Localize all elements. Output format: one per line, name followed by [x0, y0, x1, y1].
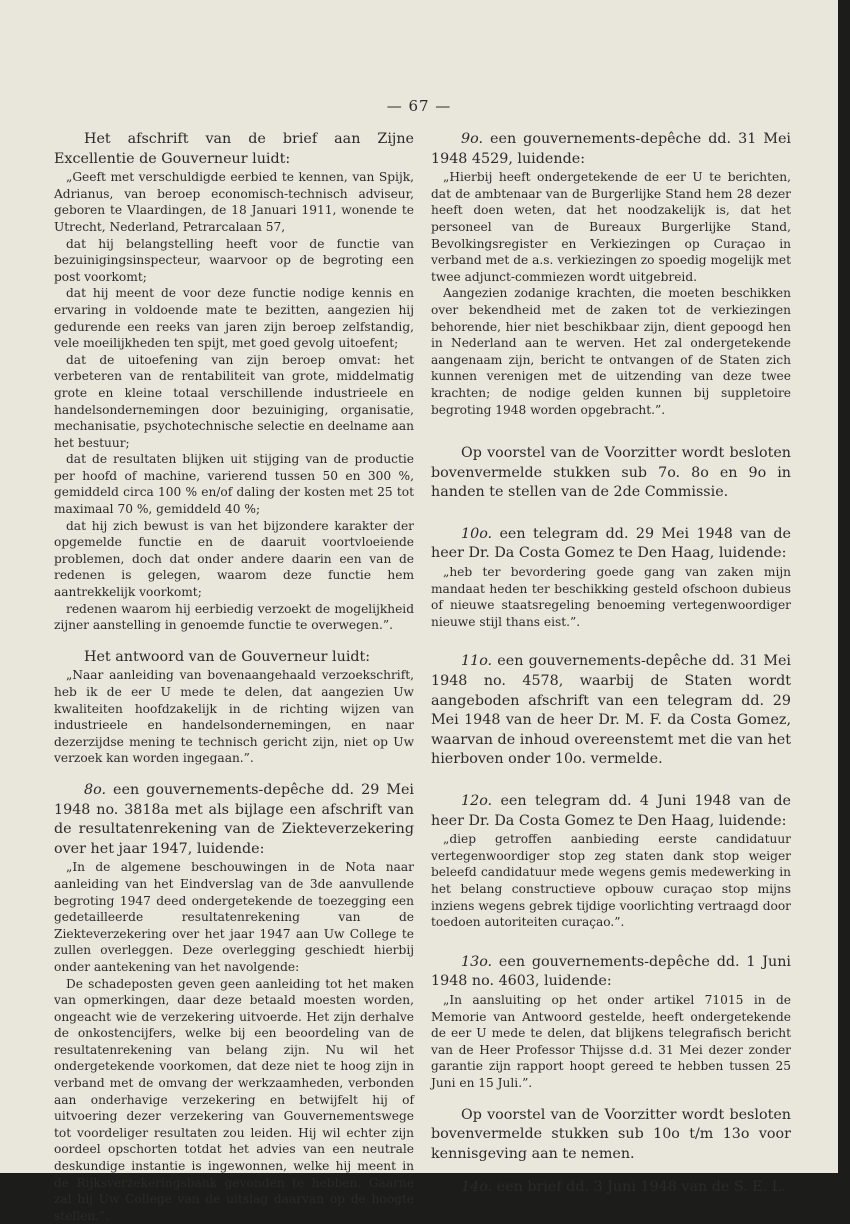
item-number: 12o.: [461, 793, 492, 809]
proposal: Op voorstel van de Voorzitter wordt besloten bovenvermelde stukken sub 7o. 8o en 9o in handen te stellen van de 2de Commissie.: [431, 444, 791, 503]
section-heading: [431, 525, 791, 564]
paragraph: dat hij zich bewust is van het bijzondere karakter der opgemelde functie en de daaruit voortvloeiende problemen, doch dat onder andere daarin een van de redenen is gelegen, waarom deze functie hem aantrekkelijk voorkomt;: [54, 518, 414, 601]
item-number: 9o.: [461, 131, 483, 147]
paragraph: Aangezien zodanige krachten, die moeten beschikken over bekendheid met de zaken tot de verkiezingen behorende, hier niet beschikbaar zijn, dient gepoogd hen in Nederland aan te werven. Het zal ondergetekende aangenaam zijn, bericht te ontvangen of de Staten zich kunnen verenigen met de uitzending van deze twee krachten; de nodige gelden kunnen bij suppletoire begroting 1948 worden opgebracht.”.: [431, 285, 791, 418]
paragraph: dat de resultaten blijken uit stijging van de productie per hoofd of machine, varierend tussen 50 en 300 %, gemiddeld circa 100 % en/of daling der kosten met 25 tot maximaal 70 %, gemiddeld 40 %;: [54, 451, 414, 517]
item-number: 10o.: [461, 526, 492, 542]
item-heading: een gouvernements-depêche dd. 31 Mei 1948 no. 4578, waarbij de Staten wordt aangeboden afschrift van een telegram dd. 29 Mei 1948 van de heer Dr. M. F. da Costa Gomez, waarvan de inhoud overeenstemt met die van het hierboven onder 10o. vermelde.: [431, 653, 791, 767]
right-column: [431, 130, 791, 1198]
paragraph: dat hij belangstelling heeft voor de functie van bezuinigingsinspecteur, waarvoor op de begroting een post voorkomt;: [54, 236, 414, 286]
item-number: 11o.: [461, 653, 492, 669]
paragraph: „heb ter bevordering goede gang van zaken mijn mandaat heden ter beschikking gesteld ofschoon dubieus of nieuwe staatsregeling benoeming vertegenwoordiger nieuwe stijl thans eist.”.: [431, 564, 791, 630]
item-heading: een gouvernements-depêche dd. 29 Mei 1948 no. 3818a met als bijlage een afschrift van de resultatenrekening van de Ziekteverzekering over het jaar 1947, luidende:: [54, 782, 414, 857]
section-heading: Het afschrift van de brief aan Zijne Excellentie de Gouverneur luidt:: [54, 130, 414, 169]
item-heading: een telegram dd. 29 Mei 1948 van de heer Dr. Da Costa Gomez te Den Haag, luidende:: [431, 526, 791, 562]
page-number: — 67 —: [0, 97, 838, 115]
paragraph: „Geeft met verschuldigde eerbied te kennen, van Spijk, Adrianus, van beroep economisch-technisch adviseur, geboren te Vlaardingen, de 18 Januari 1911, wonende te Utrecht, Nederland, Petrarcalaan 57,: [54, 169, 414, 235]
section-heading: [431, 652, 791, 770]
item-heading: een brief dd. 3 Juni 1948 van de S. E. L.: [497, 1179, 786, 1195]
paragraph: „diep getroffen aanbieding eerste candidatuur vertegenwoordiger stop zeg staten dank stop weiger beleefd candidatuur mede wegens gemis medewerking in het belang constructieve opbouw curaçao stop mijns inziens wegens gebrek tijdige voorlichting vertraagd door toedoen autoriteiten curaçao.”.: [431, 831, 791, 931]
paragraph: dat hij meent de voor deze functie nodige kennis en ervaring in voldoende mate te bezitten, aangezien hij gedurende een reeks van jaren zijn beroep zelfstandig, vele moeilijkheden ten spijt, met goed gevolg uitoefent;: [54, 285, 414, 351]
item-number: 8o.: [84, 782, 106, 798]
left-column: [54, 130, 414, 1224]
paragraph: „Naar aanleiding van bovenaangehaald verzoekschrift, heb ik de eer U mede te delen, dat aangezien Uw kwaliteiten hoofdzakelijk in de richting wijzen van industrieele en handelsondernemingen, en naar dezerzijdse mening te technisch gericht zijn, niet op Uw verzoek kan worden ingegaan.”.: [54, 667, 414, 767]
paragraph: dat de uitoefening van zijn beroep omvat: het verbeteren van de rentabiliteit van grote, middelmatig grote en kleine totaal verschillende industrieele en handelsondernemingen door bezuiniging, organisatie, mechanisatie, psychotechnische selectie en deelname aan het bestuur;: [54, 352, 414, 452]
section-heading: [431, 1178, 791, 1198]
section-heading: [431, 953, 791, 992]
paragraph: „Hierbij heeft ondergetekende de eer U te berichten, dat de ambtenaar van de Burgerlijke Stand hem 28 dezer heeft doen weten, dat het noodzakelijk is, dat het personeel van de Bureaux Burgerlijke Stand, Bevolkingsregister en Verkiezingen op Curaçao in verband met de a.s. verkiezingen zo spoedig mogelijk met twee adjunct-commiezen wordt uitgebreid.: [431, 169, 791, 285]
section-heading: Het antwoord van de Gouverneur luidt:: [54, 648, 414, 668]
proposal: Op voorstel van de Voorzitter wordt besloten bovenvermelde stukken sub 10o t/m 13o voor kennisgeving aan te nemen.: [431, 1106, 791, 1165]
item-heading: een telegram dd. 4 Juni 1948 van de heer Dr. Da Costa Gomez te Den Haag, luidende:: [431, 793, 791, 829]
section-heading: [431, 130, 791, 169]
paragraph: redenen waarom hij eerbiedig verzoekt de mogelijkheid zijner aanstelling in genoemde functie te overwegen.”.: [54, 601, 414, 634]
section-heading: [54, 781, 414, 859]
item-number: 14o.: [461, 1179, 492, 1195]
item-heading: een gouvernements-depêche dd. 31 Mei 1948 4529, luidende:: [431, 131, 791, 167]
section-heading: [431, 792, 791, 831]
item-number: 13o.: [461, 954, 492, 970]
paragraph: „In de algemene beschouwingen in de Nota naar aanleiding van het Eindverslag van de 3de aanvullende begroting 1947 deed ondergetekende de toezegging een gedetailleerde resultatenrekening van de Ziekteverzekering over het jaar 1947 aan Uw College te zullen overleggen. Deze overlegging geschiedt hierbij onder aantekening van het navolgende:: [54, 859, 414, 975]
item-heading: een gouvernements-depêche dd. 1 Juni 1948 no. 4603, luidende:: [431, 954, 791, 990]
paragraph: De schadeposten geven geen aanleiding tot het maken van opmerkingen, daar deze betaald moesten worden, ongeacht wie de verzekering uitvoerde. Het zijn derhalve de onkostencijfers, welke bij een beoordeling van de resultatenrekening van belang zijn. Nu wil het ondergetekende voorkomen, dat deze niet te hoog zijn in verband met de omvang der werkzaamheden, verbonden aan onderhavige verzekering en betwijfelt hij of uitvoering dezer verzekering van Gouvernementswege tot voordeliger resultaten zou leiden. Hij wil echter zijn oordeel opschorten totdat het advies van een neutrale deskundige instantie is ingewonnen, welke hij meent in de Rijksverzekeringsbank gevonden te hebben. Gaarne zal hij Uw College van de uitslag daarvan op de hoogte stellen.”.: [54, 976, 414, 1224]
paragraph: „In aansluiting op het onder artikel 71015 in de Memorie van Antwoord gestelde, heeft ondergetekende de eer U mede te delen, dat blijkens telegrafisch bericht van de Heer Professor Thijsse d.d. 31 Mei dezer zonder garantie zijn rapport hoopt gereed te hebben tussen 25 Juni en 15 Juli.”.: [431, 992, 791, 1092]
